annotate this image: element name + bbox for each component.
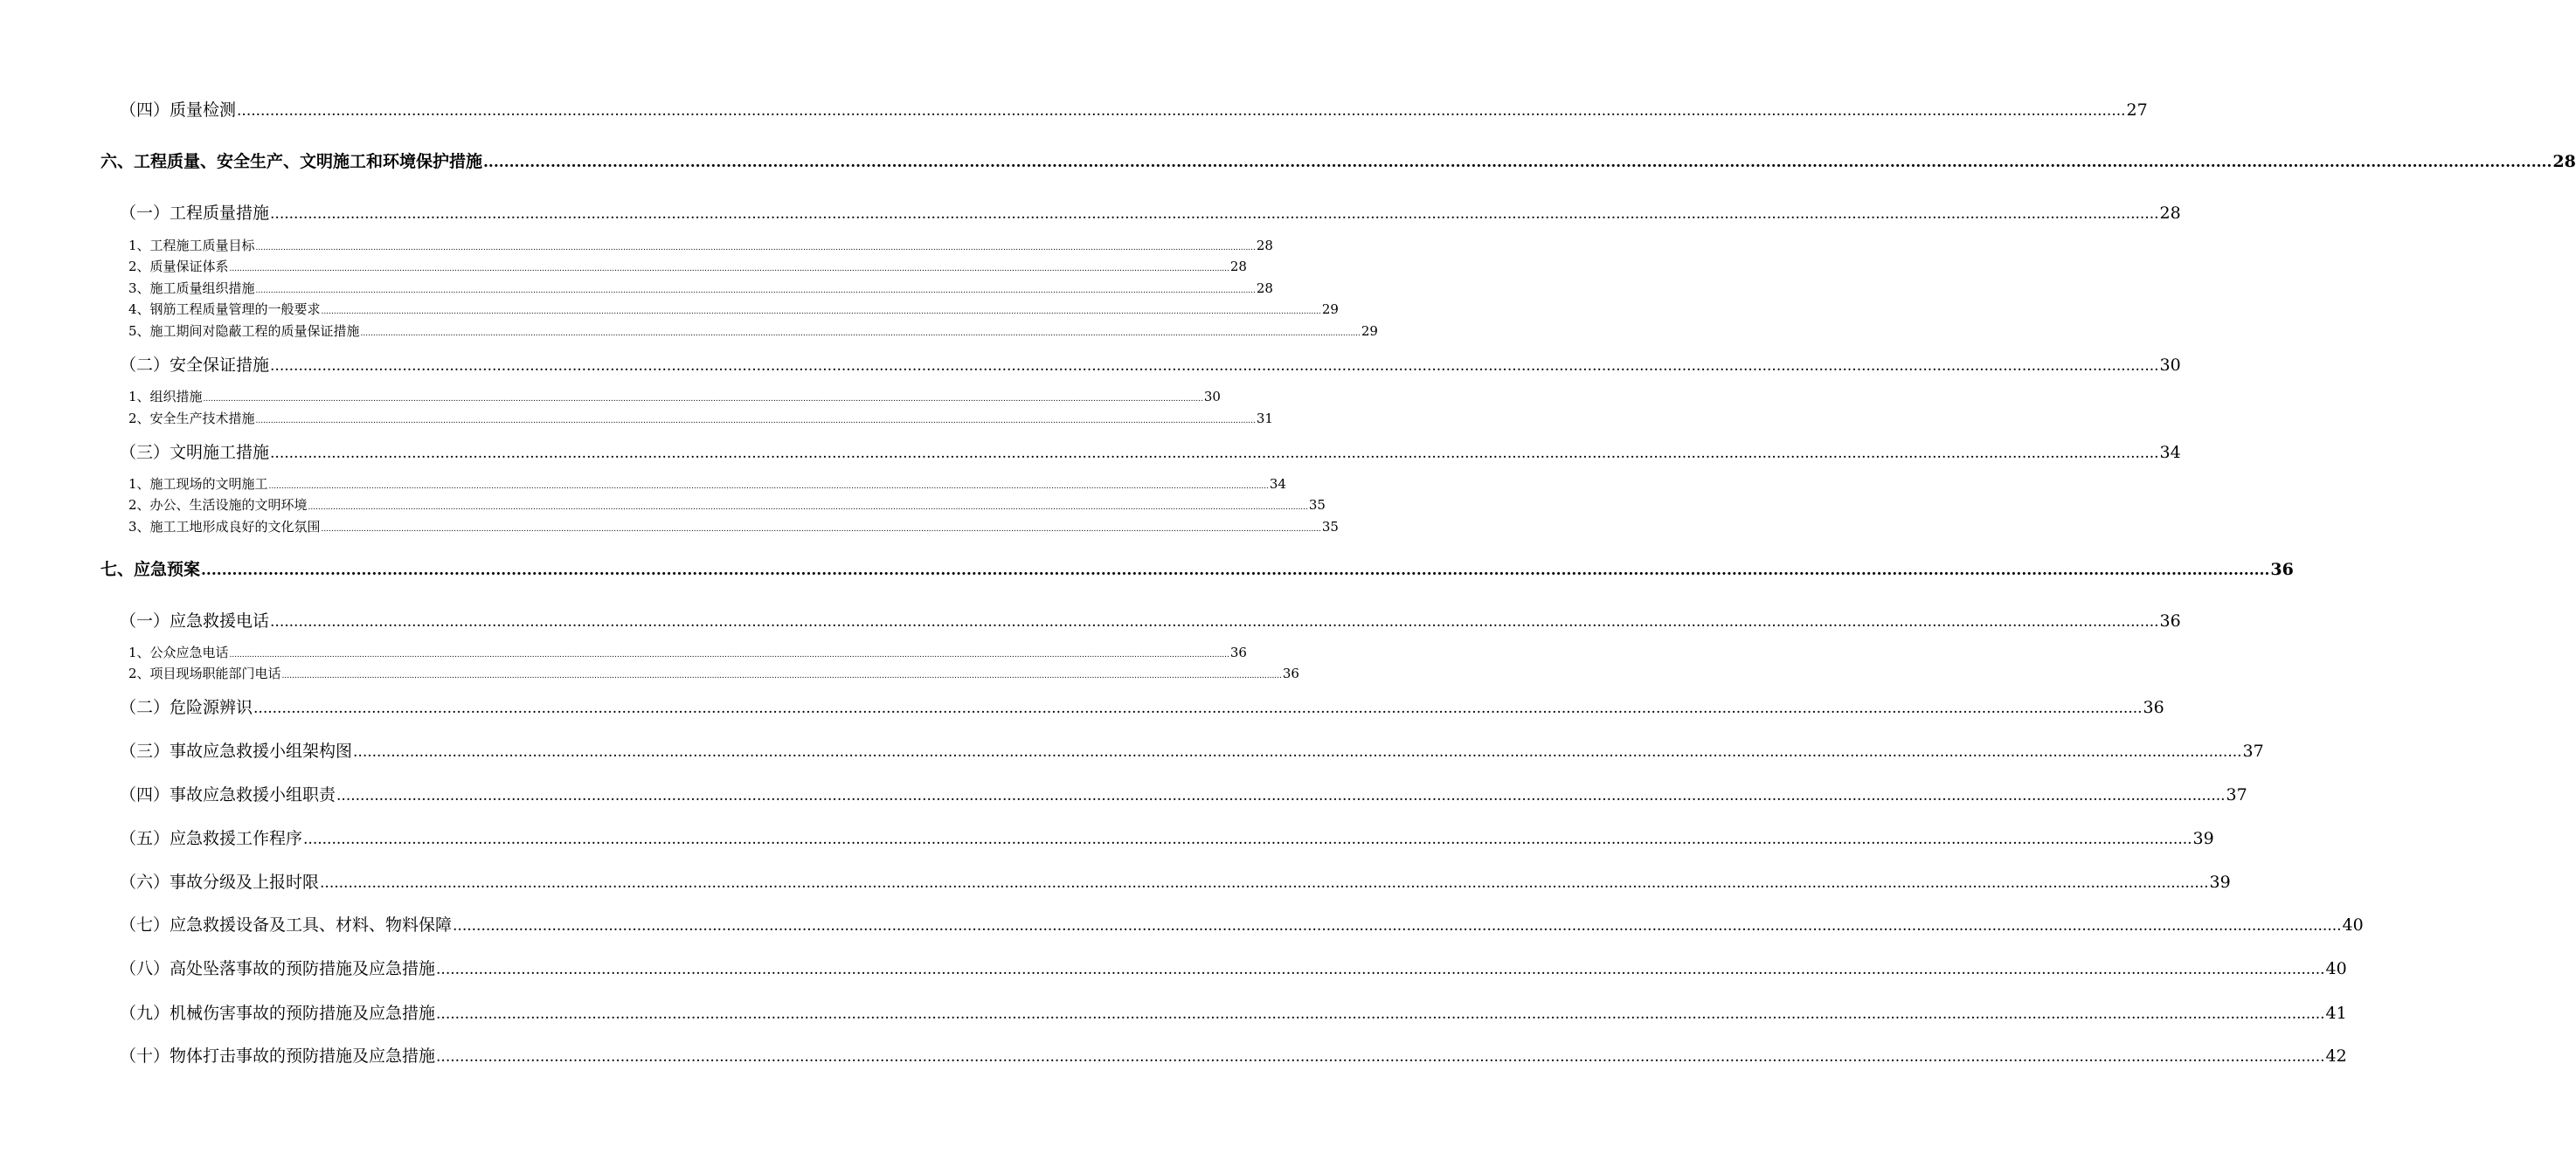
toc-entry-page: 31 <box>1256 411 1273 426</box>
toc-entry-page: 29 <box>1361 323 1378 339</box>
toc-leader-dots: ................................................................................................................................................................................................................................................................................................................................................................................................................ <box>336 787 2226 805</box>
toc-entry-title: 5、施工期间对隐蔽工程的质量保证措施 <box>128 323 360 339</box>
toc-leader-dots: ................................................................................................................................................................................................................................................................................................................................................................................................................ <box>270 205 2159 223</box>
toc-entry[interactable] <box>120 443 2181 462</box>
toc-leader-dots: ................................................................................................................................................................................................................................................................................................................................................................................................................ <box>360 329 1361 338</box>
toc-entry[interactable] <box>120 915 2364 935</box>
toc-entry-page: 34 <box>1269 476 1286 492</box>
toc-entry-title: （四）质量检测 <box>120 100 237 120</box>
toc-leader-dots: ................................................................................................................................................................................................................................................................................................................................................................................................................ <box>253 700 2143 717</box>
toc-leader-dots: ................................................................................................................................................................................................................................................................................................................................................................................................................ <box>353 743 2242 761</box>
toc-entry-page: 34 <box>2159 443 2181 462</box>
toc-leader-dots: ................................................................................................................................................................................................................................................................................................................................................................................................................ <box>270 445 2159 462</box>
toc-entry-page: 40 <box>2342 915 2364 935</box>
toc-leader-dots: ................................................................................................................................................................................................................................................................................................................................................................................................................ <box>436 961 2325 978</box>
toc-entry-title: （五）应急救援工作程序 <box>120 829 303 848</box>
toc-entry[interactable] <box>100 152 2576 171</box>
toc-leader-dots: ................................................................................................................................................................................................................................................................................................................................................................................................................ <box>436 1048 2325 1066</box>
toc-entry[interactable] <box>120 100 2148 120</box>
toc-entry-title: 1、组织措施 <box>128 389 203 404</box>
toc-entry[interactable] <box>120 785 2247 805</box>
toc-leader-dots: ................................................................................................................................................................................................................................................................................................................................................................................................................ <box>281 672 1282 680</box>
toc-entry-page: 27 <box>2126 100 2148 120</box>
toc-entry-page: 30 <box>2159 356 2181 375</box>
toc-entry-page: 35 <box>1321 519 1339 535</box>
toc-entry-page: 28 <box>1256 238 1273 253</box>
toc-entry-page: 37 <box>2226 785 2247 805</box>
toc-entry[interactable] <box>128 476 1286 492</box>
toc-entry-page: 36 <box>1229 645 1247 660</box>
toc-entry-page: 28 <box>1229 259 1247 274</box>
toc-entry[interactable] <box>128 645 1247 660</box>
toc-leader-dots: ................................................................................................................................................................................................................................................................................................................................................................................................................ <box>320 874 2209 892</box>
toc-entry[interactable] <box>120 1046 2347 1066</box>
toc-entry[interactable] <box>120 959 2347 978</box>
toc-leader-dots: ................................................................................................................................................................................................................................................................................................................................................................................................................ <box>237 102 2126 120</box>
toc-leader-dots: ................................................................................................................................................................................................................................................................................................................................................................................................................ <box>255 417 1256 425</box>
toc-leader-dots: ................................................................................................................................................................................................................................................................................................................................................................................................................ <box>303 831 2192 848</box>
toc-leader-dots: ................................................................................................................................................................................................................................................................................................................................................................................................................ <box>268 482 1269 491</box>
toc-entry[interactable] <box>128 238 1273 253</box>
toc-entry-page: 36 <box>2143 698 2164 717</box>
toc-entry-title: （二）安全保证措施 <box>120 356 270 375</box>
toc-leader-dots: ................................................................................................................................................................................................................................................................................................................................................................................................................ <box>270 357 2159 375</box>
toc-entry-page: 29 <box>1321 301 1339 317</box>
toc-entry[interactable] <box>120 1004 2347 1023</box>
toc-entry-page: 28 <box>1256 280 1273 296</box>
toc-entry-page: 37 <box>2242 742 2264 761</box>
toc-entry-page: 39 <box>2209 873 2231 892</box>
toc-entry[interactable] <box>128 280 1273 296</box>
toc-entry[interactable] <box>120 742 2264 761</box>
toc-leader-dots: ................................................................................................................................................................................................................................................................................................................................................................................................................ <box>321 307 1321 316</box>
toc-entry-title: 2、质量保证体系 <box>128 259 229 274</box>
toc-entry-title: 2、安全生产技术措施 <box>128 411 255 426</box>
toc-entry[interactable] <box>128 301 1339 317</box>
toc-leader-dots: ................................................................................................................................................................................................................................................................................................................................................................................................................ <box>229 265 1229 273</box>
toc-leader-dots: ................................................................................................................................................................................................................................................................................................................................................................................................................ <box>255 287 1256 295</box>
toc-entry-page: 28 <box>2159 204 2181 223</box>
toc-entry-title: （六）事故分级及上报时限 <box>120 873 320 892</box>
toc-entry-title: （四）事故应急救援小组职责 <box>120 785 336 805</box>
toc-entry-title: 七、应急预案 <box>100 560 201 579</box>
toc-entry[interactable] <box>128 666 1299 681</box>
toc-entry-title: （三）事故应急救援小组架构图 <box>120 742 353 761</box>
toc-entry-title: 2、项目现场职能部门电话 <box>128 666 281 681</box>
toc-entry-page: 42 <box>2325 1046 2347 1066</box>
toc-leader-dots: ................................................................................................................................................................................................................................................................................................................................................................................................................ <box>483 154 2552 171</box>
toc-entry-page: 36 <box>2270 560 2294 579</box>
toc-entry[interactable] <box>120 698 2164 717</box>
toc-entry[interactable] <box>120 204 2181 223</box>
toc-leader-dots: ................................................................................................................................................................................................................................................................................................................................................................................................................ <box>203 395 1203 404</box>
toc-entry-title: 4、钢筋工程质量管理的一般要求 <box>128 301 321 317</box>
toc-entry[interactable] <box>128 411 1273 426</box>
toc-entry-page: 36 <box>1282 666 1299 681</box>
toc-entry-title: （一）应急救援电话 <box>120 611 270 631</box>
toc-leader-dots: ................................................................................................................................................................................................................................................................................................................................................................................................................ <box>321 525 1321 534</box>
toc-entry-page: 35 <box>1308 497 1326 513</box>
toc-entry[interactable] <box>128 259 1247 274</box>
toc-leader-dots: ................................................................................................................................................................................................................................................................................................................................................................................................................ <box>270 613 2159 631</box>
toc-leader-dots: ................................................................................................................................................................................................................................................................................................................................................................................................................ <box>436 1005 2325 1023</box>
toc-entry-title: （七）应急救援设备及工具、材料、物料保障 <box>120 915 453 935</box>
toc-entry-title: 3、施工质量组织措施 <box>128 280 255 296</box>
toc-entry-title: 六、工程质量、安全生产、文明施工和环境保护措施 <box>100 152 483 171</box>
toc-entry-page: 30 <box>1203 389 1221 404</box>
toc-entry-title: （三）文明施工措施 <box>120 443 270 462</box>
toc-entry-page: 36 <box>2159 611 2181 631</box>
toc-entry-page: 39 <box>2192 829 2214 848</box>
toc-entry[interactable] <box>128 497 1326 513</box>
toc-entry-title: 3、施工工地形成良好的文化氛围 <box>128 519 321 535</box>
toc-entry[interactable] <box>128 323 1378 339</box>
toc-entry-title: 2、办公、生活设施的文明环境 <box>128 497 308 513</box>
toc-entry[interactable] <box>120 611 2181 631</box>
toc-leader-dots: ................................................................................................................................................................................................................................................................................................................................................................................................................ <box>308 503 1308 512</box>
toc-entry-page: 41 <box>2325 1004 2347 1023</box>
toc-leader-dots: ................................................................................................................................................................................................................................................................................................................................................................................................................ <box>453 917 2342 935</box>
toc-entry-title: （二）危险源辨识 <box>120 698 253 717</box>
toc-entry-title: 1、工程施工质量目标 <box>128 238 255 253</box>
toc-leader-dots: ................................................................................................................................................................................................................................................................................................................................................................................................................ <box>229 651 1229 660</box>
toc-entry[interactable] <box>128 519 1339 535</box>
toc-entry-title: 1、施工现场的文明施工 <box>128 476 268 492</box>
toc-leader-dots: ................................................................................................................................................................................................................................................................................................................................................................................................................ <box>255 244 1256 252</box>
toc-entry[interactable] <box>120 873 2231 892</box>
toc-entry[interactable] <box>120 356 2181 375</box>
toc-entry-page: 40 <box>2325 959 2347 978</box>
toc-entry[interactable] <box>100 560 2294 579</box>
toc-entry[interactable] <box>128 389 1221 404</box>
toc-entry[interactable] <box>120 829 2214 848</box>
toc-entry-title: 1、公众应急电话 <box>128 645 229 660</box>
toc-entry-title: （八）高处坠落事故的预防措施及应急措施 <box>120 959 436 978</box>
toc-entry-title: （十）物体打击事故的预防措施及应急措施 <box>120 1046 436 1066</box>
toc-leader-dots: ................................................................................................................................................................................................................................................................................................................................................................................................................ <box>201 562 2270 579</box>
toc-entry-title: （一）工程质量措施 <box>120 204 270 223</box>
toc-entry-title: （九）机械伤害事故的预防措施及应急措施 <box>120 1004 436 1023</box>
toc-entry-page: 28 <box>2552 152 2576 171</box>
